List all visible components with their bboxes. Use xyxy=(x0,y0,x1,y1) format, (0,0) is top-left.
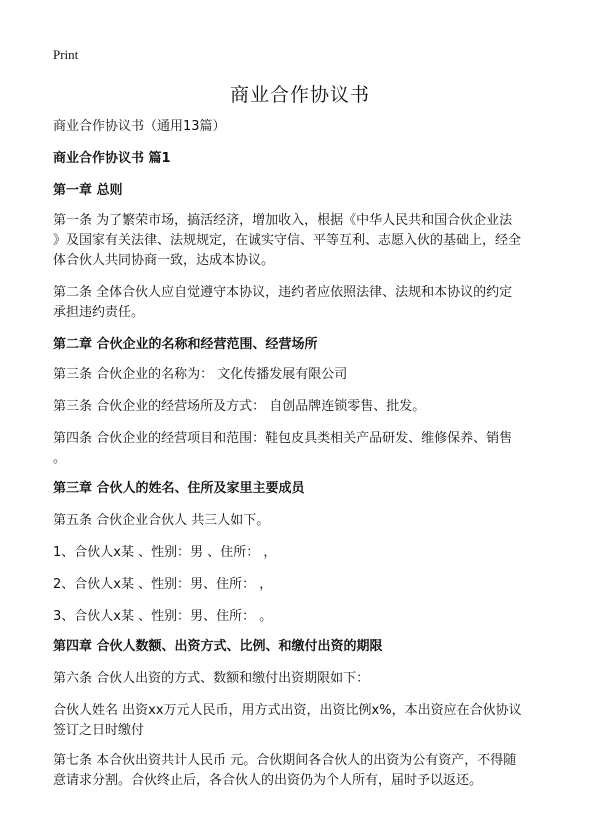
document-body xyxy=(53,117,553,791)
article-1 xyxy=(53,211,553,271)
article-3a: 第三条 合伙企业的名称为： 文化传播发展有限公司 xyxy=(53,367,348,382)
article-line: 。 xyxy=(53,451,67,466)
article-7 xyxy=(53,751,553,791)
contribution-clause xyxy=(53,701,553,741)
partner-item: 1、合伙人x某 、性别：男 、住所： ， xyxy=(53,545,277,560)
article-2 xyxy=(53,283,553,323)
document-subtitle: 商业合作协议书（通用13篇） xyxy=(53,119,226,134)
article-line: 第一条 为了繁荣市场，搞活经济，增加收入，根据《中华人民共和国合伙企业法 xyxy=(53,213,513,228)
article-line: 》及国家有关法律、法规规定，在诚实守信、平等互利、志愿入伙的基础上，经全 xyxy=(53,233,522,248)
article-line: 意请求分割。合伙终止后，各合伙人的出资仍为个人所有，届时予以返还。 xyxy=(53,773,483,788)
print-link[interactable]: Print xyxy=(53,47,79,62)
section-title: 商业合作协议书 篇1 xyxy=(53,151,171,166)
article-line: 合伙人姓名 出资xx万元人民币，用方式出资，出资比例x%，本出资应在合伙协议 xyxy=(53,703,522,718)
article-line: 体合伙人共同协商一致，达成本协议。 xyxy=(53,253,275,268)
chapter-heading: 第一章 总则 xyxy=(53,183,123,198)
article-4 xyxy=(53,429,553,469)
article-line: 承担违约责任。 xyxy=(53,305,145,320)
article-line: 签订之日时缴付 xyxy=(53,723,145,738)
document-title: 商业合作协议书 xyxy=(229,84,370,106)
partner-item: 2、合伙人x某 、性别：男、住所： ， xyxy=(53,577,273,592)
article-6: 第六条 合伙人出资的方式、数额和缴付出资期限如下： xyxy=(53,671,370,686)
article-3b: 第三条 合伙企业的经营场所及方式： 自创品牌连锁零售、批发。 xyxy=(53,399,426,414)
article-line: 第二条 全体合伙人应自觉遵守本协议，违约者应依照法律、法规和本协议的约定 xyxy=(53,285,513,300)
partner-item: 3、合伙人x某 、性别：男、住所： 。 xyxy=(53,609,273,624)
article-line: 第七条 本合伙出资共计人民币 元。合伙期间各合伙人的出资为公有资产，不得随 xyxy=(53,753,517,768)
article-5: 第五条 合伙企业合伙人 共三人如下。 xyxy=(53,513,270,528)
chapter-heading: 第四章 合伙人数额、出资方式、比例、和缴付出资的期限 xyxy=(53,639,383,654)
article-line: 第四条 合伙企业的经营项目和范围：鞋包皮具类相关产品研发、维修保养、销售 xyxy=(53,431,513,446)
chapter-heading: 第三章 合伙人的姓名、住所及家里主要成员 xyxy=(53,481,305,496)
chapter-heading: 第二章 合伙企业的名称和经营范围、经营场所 xyxy=(53,337,318,352)
